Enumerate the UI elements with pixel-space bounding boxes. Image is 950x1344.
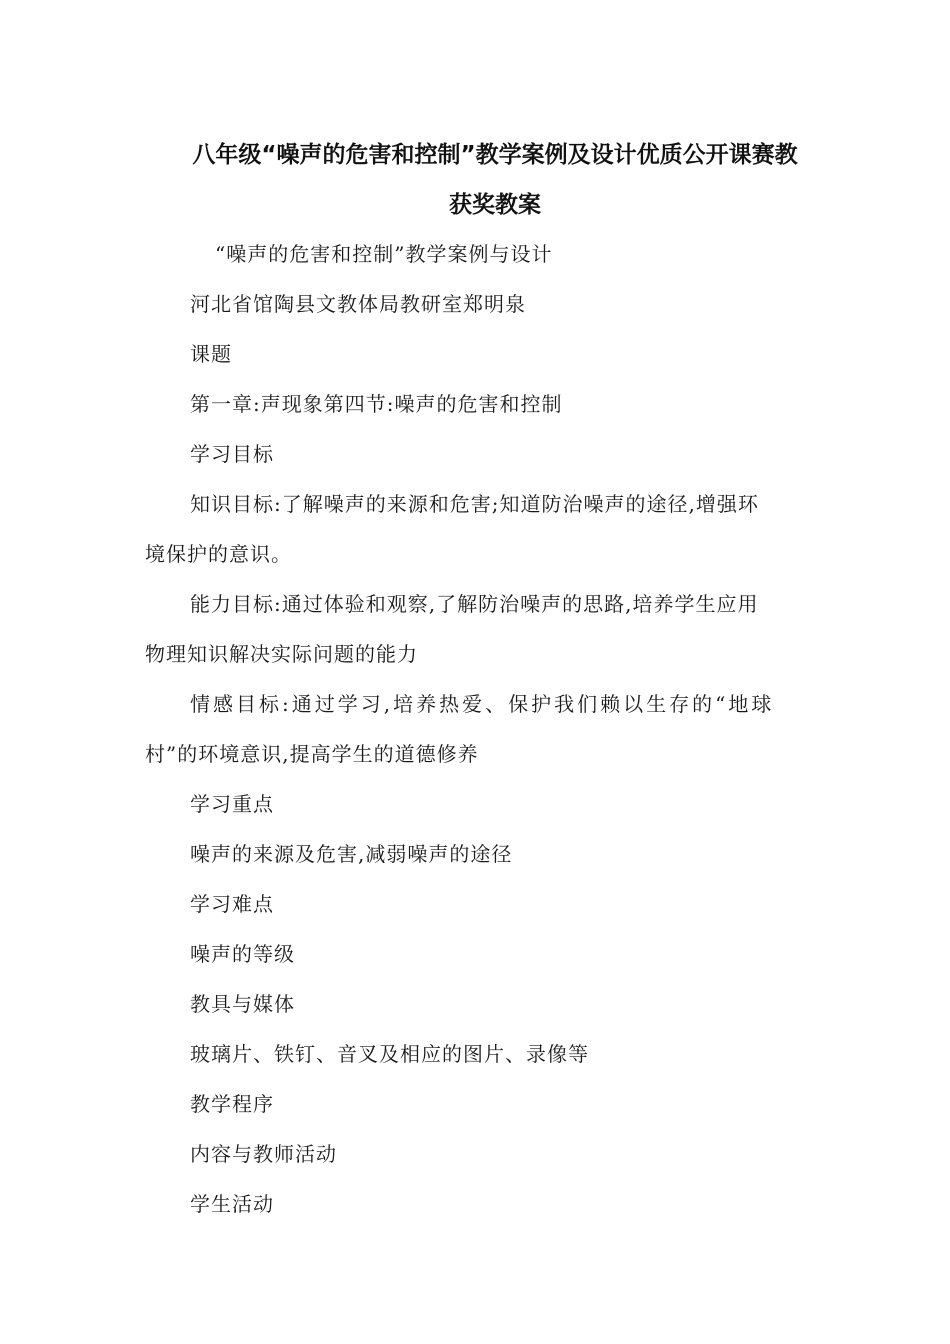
document-title-line-1: 八年级“噪声的危害和控制”教学案例及设计优质公开课赛教 bbox=[192, 142, 798, 168]
knowledge-goal-line-2: 境保护的意识。 bbox=[145, 542, 292, 566]
ability-goal-line-1: 能力目标:通过体验和观察,了解防治噪声的思路,培养学生应用 bbox=[190, 592, 759, 616]
key-points-text: 噪声的来源及危害,减弱噪声的途径 bbox=[190, 842, 513, 866]
key-points-heading: 学习重点 bbox=[190, 792, 274, 816]
topic-text: 第一章:声现象第四节:噪声的危害和控制 bbox=[190, 392, 563, 416]
tools-heading: 教具与媒体 bbox=[190, 992, 295, 1016]
student-activity-label: 学生活动 bbox=[190, 1192, 274, 1216]
author-line: 河北省馆陶县文教体局教研室郑明泉 bbox=[190, 292, 526, 316]
document-title-line-2: 获奖教案 bbox=[449, 192, 541, 218]
tools-text: 玻璃片、铁钉、音叉及相应的图片、录像等 bbox=[190, 1042, 589, 1066]
emotion-goal-line-1: 情感目标:通过学习,培养热爱、保护我们赖以生存的“地球 bbox=[190, 692, 775, 716]
procedure-heading: 教学程序 bbox=[190, 1092, 274, 1116]
topic-heading: 课题 bbox=[190, 342, 232, 366]
difficulty-heading: 学习难点 bbox=[190, 892, 274, 916]
document-subtitle: “噪声的危害和控制”教学案例与设计 bbox=[215, 242, 553, 266]
emotion-goal-line-2: 村”的环境意识,提高学生的道德修养 bbox=[145, 742, 479, 766]
difficulty-text: 噪声的等级 bbox=[190, 942, 295, 966]
ability-goal-line-2: 物理知识解决实际问题的能力 bbox=[145, 642, 418, 666]
teacher-activity-label: 内容与教师活动 bbox=[190, 1142, 337, 1166]
knowledge-goal-line-1: 知识目标:了解噪声的来源和危害;知道防治噪声的途径,增强环 bbox=[190, 492, 759, 516]
goals-heading: 学习目标 bbox=[190, 442, 274, 466]
